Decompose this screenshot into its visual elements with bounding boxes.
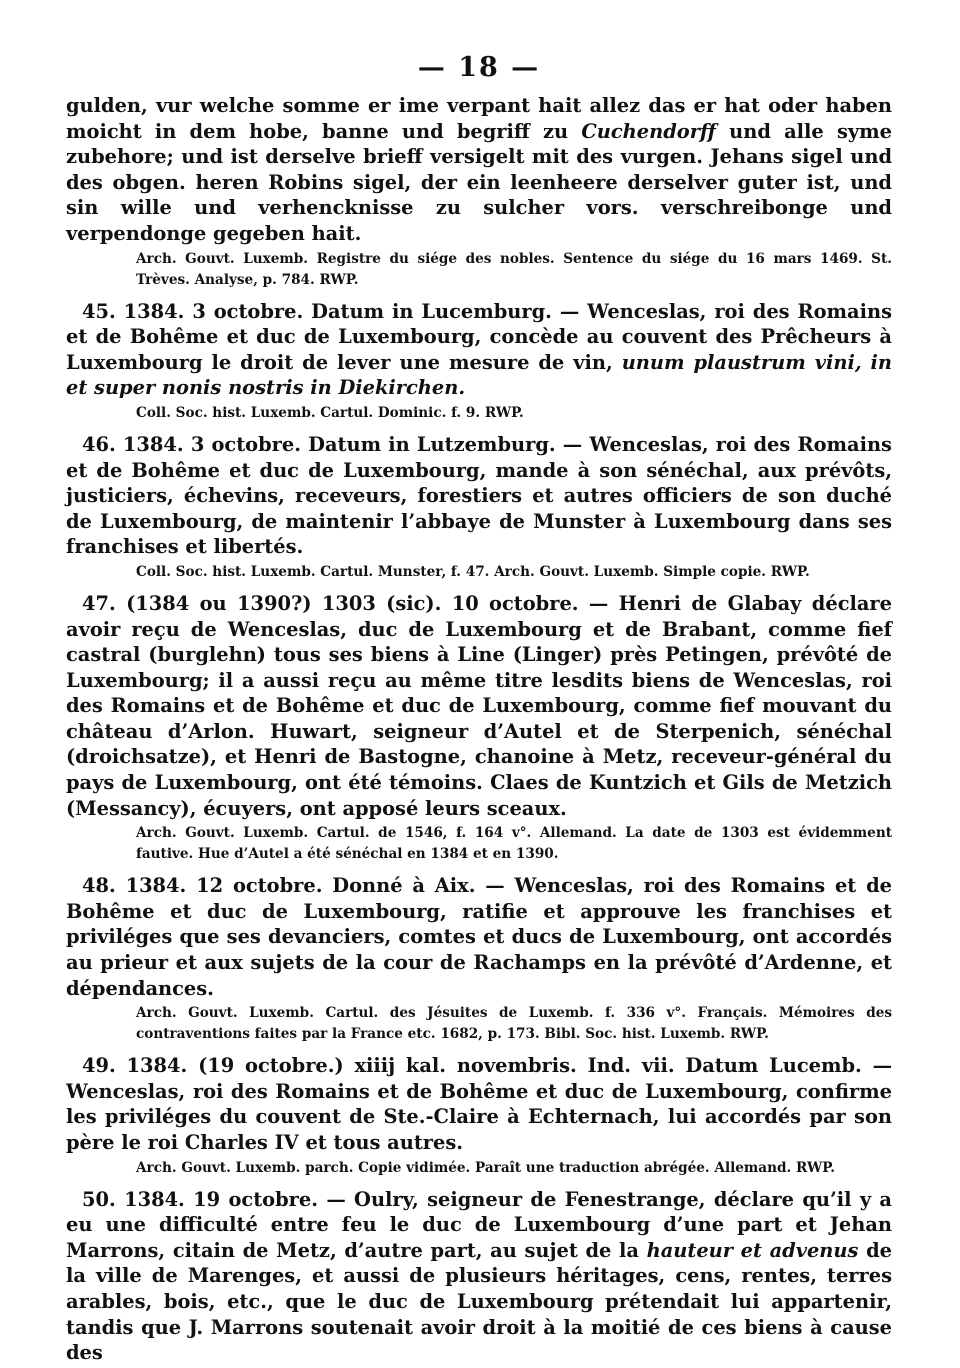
entry-47-note: Arch. Gouvt. Luxemb. Cartul. de 1546, f. 164 v°. Allemand. La date de 1303 est évidemment fautive. Hue d’Autel a été sénéchal en 1384 et en 1390. [136,825,892,863]
entry-text-a: — Oulry, seigneur de Fenestrange, déclare qu’il y a eu une difficulté entre feu le duc de Luxembourg d’une part et Jehan Marrons, citain de Metz, d’autre part, au sujet de la [66,1187,892,1262]
document-page [66,52,892,1368]
entry-49-note: Arch. Gouvt. Luxemb. parch. Copie vidimée. Paraît une traduction abrégée. Allemand. RWP. [136,1159,835,1176]
entry-49-text [66,1053,892,1155]
entry-place: Datum in Lutzemburg. [308,432,556,456]
entry-year: 1384. [122,432,184,456]
entry-date: (19 octobre.) [187,1054,355,1078]
entry-year: (1384 ou 1390?) 1303 [126,591,376,615]
entry-text-a: — Henri de Glabay déclare avoir reçu de Wenceslas, duc de Luxembourg et de Brabant, comme fief castral (burglehn) tous ses biens à Line (Linger) près Petingen, prévôté de Luxembourg; il a aussi reçu au même titre lesdits biens de Wenceslas, roi des Romains et de Bohême et duc de Luxembourg, comme fief mouvant du château d’Arlon. Huwart, seigneur d’Autel et de Sterpenich, sénéchal (droichsatze), et Henri de Bastogne, chanoine à Metz, receveur-général du pays de Luxembourg, ont été témoins. Claes de Kuntzich et Gils de Metzich (Messancy), écuyers, ont apposé leurs sceaux. [66,591,892,820]
entry-49 [66,1053,892,1178]
entry-year: 1384. [126,1054,188,1078]
entry-year: 1384. [124,1187,185,1211]
entry-48-note: Arch. Gouvt. Luxemb. Cartul. des Jésuites de Luxemb. f. 336 v°. Français. Mémoires des contraventions faites par la France etc. 1682, p. 173. Bibl. Soc. hist. Luxemb. RWP. [136,1005,892,1043]
entry-46 [66,432,892,583]
entry-45-note: Coll. Soc. hist. Luxemb. Cartul. Dominic. f. 9. RWP. [136,404,524,421]
entry-text-b: de la ville de Marenges, et aussi de plusieurs héritages, cens, rentes, terres arables, bois, etc., que le duc de Luxembourg prétendait lui appartenir, tandis que J. Marrons soutenait avoir droit à la moitié de ces biens à cause des [66,1238,892,1365]
intro-paragraph [66,93,892,247]
entry-place: xiiij kal. novembris. Ind. vii. Datum Lucemb. [354,1054,862,1078]
entry-text-a: — Wenceslas, roi des Romains et de Bohême et duc de Luxembourg, mande à son sénéchal, aux prévôts, justiciers, échevins, receveurs, forestiers et autres officiers de son duché de Luxembourg, de maintenir l’abbaye de Munster à Luxembourg dans ses franchises et libertés. [66,432,892,559]
entry-date: 19 octobre. [184,1187,327,1211]
entry-50-text [66,1187,892,1366]
entry-place: Datum in Lucemburg. [311,299,552,323]
intro-note: Arch. Gouvt. Luxemb. Registre du siége des nobles. Sentence du siége du 16 mars 1469. St. Trèves. Analyse, p. 784. RWP. [136,250,892,288]
entry-date: 12 octobre. [186,874,333,898]
intro-text-b: und alle syme zubehore; und ist derselve brieff versigelt mit des vurgen. Jehans sigel und des obgen. heren Robins sigel, der ein leenheere derselver guter ist, und sin wille und verhencknisse zu sulcher vors. verschreibonge und verpendonge gegeben hait. [66,119,892,245]
entry-number: 47. [82,591,116,615]
entry-45 [66,299,892,424]
entry-47-text [66,591,892,821]
entry-date: 3 octobre. [183,432,309,456]
entry-place: Donné à Aix. [332,874,476,898]
entry-date: (sic). 10 octobre. [375,591,589,615]
entry-46-text [66,432,892,560]
page-number: — 18 — [417,52,541,83]
entry-number: 48. [82,874,116,898]
entry-45-text [66,299,892,401]
entry-italic: hauteur et advenus [646,1238,859,1262]
entry-47 [66,591,892,865]
entry-text-a: — Wenceslas, roi des Romains et de Bohême et duc de Luxembourg, confirme les priviléges du couvent de Ste.-Claire à Echternach, lui accordés par son père le roi Charles IV et tous autres. [66,1054,892,1154]
entry-text-a: — Wenceslas, roi des Romains et de Bohême et duc de Luxembourg, concède au couvent des Prêcheurs à Luxembourg le droit de lever une mesure de vin, [66,299,892,374]
entry-year: 1384. [123,299,185,323]
entry-date: 3 octobre. [184,299,312,323]
entry-46-note: Coll. Soc. hist. Luxemb. Cartul. Munster, f. 47. Arch. Gouvt. Luxemb. Simple copie. RWP. [136,563,810,580]
entry-italic: unum plaustrum vini, in et super nonis nostris in Diekirchen. [66,350,892,400]
entry-number: 46. [82,432,116,456]
entry-48 [66,873,892,1045]
intro-text-a: gulden, vur welche somme er ime verpant hait allez das er hat oder haben moicht in dem hobe, banne und begriff zu [66,94,892,143]
entry-number: 50. [82,1187,116,1211]
intro-italic: Cuchendorff [581,119,716,143]
entry-50 [66,1187,892,1366]
entry-number: 49. [82,1054,116,1078]
entry-number: 45. [82,299,116,323]
entry-year: 1384. [125,874,187,898]
entry-48-text [66,873,892,1001]
entry-text-a: — Wenceslas, roi des Romains et de Bohême et duc de Luxembourg, ratifie et approuve les franchises et priviléges que ses devanciers, comtes et ducs de Luxembourg, ont accordés au prieur et aux sujets de la cour de Rachamps en la prévôté d’Ardenne, et dépendances. [66,874,892,1000]
